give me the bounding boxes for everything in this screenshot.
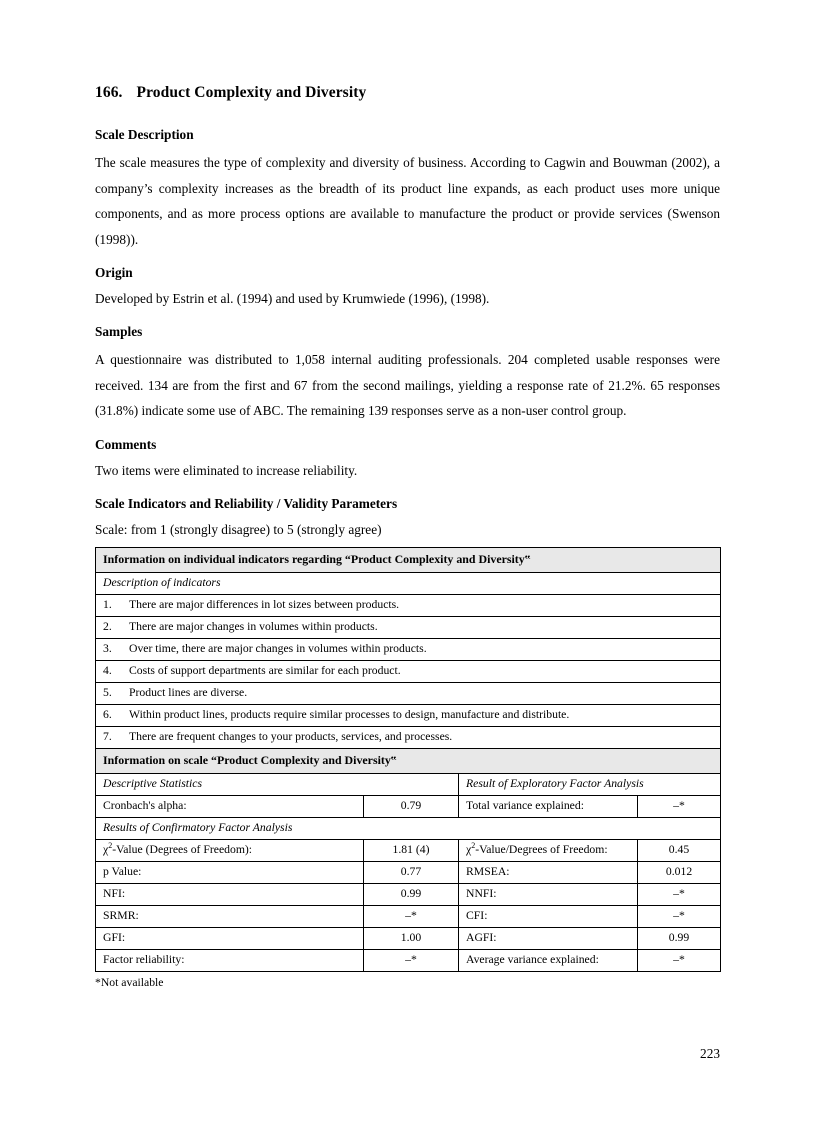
indicator-cell: [96, 594, 721, 616]
scale-indicators-table: [95, 547, 721, 972]
nfi-label: NFI:: [96, 883, 364, 905]
factor-reliability-label: Factor reliability:: [96, 949, 364, 971]
indicator-text: Over time, there are major changes in volumes within products.: [129, 642, 427, 655]
chi-glyph: χ: [466, 843, 472, 856]
table-row: [96, 795, 721, 817]
table-row: [96, 949, 721, 971]
comments-text: Two items were eliminated to increase reliability.: [95, 462, 358, 478]
total-variance-label: Total variance explained:: [459, 795, 638, 817]
indicator-text: There are frequent changes to your products, services, and processes.: [129, 730, 453, 743]
chi-square-value: 1.81 (4): [364, 839, 459, 861]
indicator-number: 6.: [103, 708, 112, 721]
gfi-label: GFI:: [96, 927, 364, 949]
table-row: [96, 883, 721, 905]
indicators-subhead-label: Description of indicators: [96, 572, 721, 594]
indicator-number: 3.: [103, 642, 112, 655]
indicator-text: Costs of support departments are similar for each product.: [129, 664, 401, 677]
chi-square-df-value: 0.45: [638, 839, 721, 861]
srmr-label: SRMR:: [96, 905, 364, 927]
scale-range-text: Scale: from 1 (strongly disagree) to 5 (strongly agree): [95, 521, 382, 537]
samples-text: A questionnaire was distributed to 1,058 internal auditing professionals. 204 completed usable responses were received. 134 are from the first and 67 from the second mailings, yielding a response rate of 21.2%. 65 responses (31.8%) indicate some use of ABC. The remaining 139 responses serve as a non-user control group.: [95, 352, 720, 418]
origin-text: Developed by Estrin et al. (1994) and used by Krumwiede (1996), (1998).: [95, 291, 490, 306]
indicator-text: There are major changes in volumes within products.: [129, 620, 378, 633]
table-band-indicators: [96, 547, 721, 572]
rmsea-value: 0.012: [638, 861, 721, 883]
nfi-value: 0.99: [364, 883, 459, 905]
indicator-number: 5.: [103, 686, 112, 699]
indicator-cell: [96, 616, 721, 638]
factor-reliability-value: –*: [364, 949, 459, 971]
table-row: [96, 660, 721, 682]
chi-square-value-label: [96, 839, 364, 861]
gfi-value: 1.00: [364, 927, 459, 949]
cfi-label: CFI:: [459, 905, 638, 927]
origin-heading: Origin: [95, 265, 133, 280]
indicator-text: Within product lines, products require similar processes to design, manufacture and distribute.: [129, 708, 570, 721]
page-content: [95, 84, 720, 990]
nnfi-value: –*: [638, 883, 721, 905]
table-row: [96, 638, 721, 660]
section-samples: [95, 324, 720, 424]
page-title-number: 166.: [95, 84, 123, 101]
nnfi-label: NNFI:: [459, 883, 638, 905]
indicators-band-label: Information on individual indicators regarding “Product Complexity and Diversity‟: [96, 547, 721, 572]
cfi-value: –*: [638, 905, 721, 927]
table-subhead-indicators: [96, 572, 721, 594]
page-title-text: Product Complexity and Diversity: [136, 84, 367, 101]
exploratory-factor-head: Result of Exploratory Factor Analysis: [459, 773, 721, 795]
p-value: 0.77: [364, 861, 459, 883]
indicator-cell: [96, 726, 721, 748]
section-scale-description: [95, 127, 720, 252]
indicator-cell: [96, 660, 721, 682]
section-origin: [95, 265, 720, 310]
cronbach-alpha-label: Cronbach's alpha:: [96, 795, 364, 817]
page-title: [95, 84, 720, 102]
page-number: 223: [700, 1046, 720, 1061]
table-footnote: *Not available: [95, 975, 164, 989]
scale-indicators-heading: Scale Indicators and Reliability / Validity Parameters: [95, 495, 398, 511]
average-variance-value: –*: [638, 949, 721, 971]
scale-description-heading: Scale Description: [95, 127, 194, 142]
indicator-number: 7.: [103, 730, 112, 743]
table-row: [96, 726, 721, 748]
confirmatory-factor-head: Results of Confirmatory Factor Analysis: [96, 817, 721, 839]
average-variance-label: Average variance explained:: [459, 949, 638, 971]
table-row: [96, 839, 721, 861]
table-row-stats-heads: [96, 773, 721, 795]
scale-band-label: Information on scale “Product Complexity and Diversity‟: [96, 748, 721, 773]
samples-heading: Samples: [95, 324, 143, 339]
rmsea-label: RMSEA:: [459, 861, 638, 883]
section-scale-indicators: [95, 496, 720, 541]
table-band-scale: [96, 748, 721, 773]
indicator-cell: [96, 638, 721, 660]
agfi-value: 0.99: [638, 927, 721, 949]
indicator-text: There are major differences in lot sizes between products.: [129, 598, 400, 611]
table-row: [96, 861, 721, 883]
chi-superscript: 2: [471, 841, 476, 851]
indicator-text: Product lines are diverse.: [129, 686, 248, 699]
section-comments: [95, 437, 720, 482]
chi-square-df-label: [459, 839, 638, 861]
chi-label-rest: -Value (Degrees of Freedom):: [112, 843, 253, 856]
total-variance-value: –*: [638, 795, 721, 817]
indicator-cell: [96, 704, 721, 726]
table-row: [96, 616, 721, 638]
indicator-number: 4.: [103, 664, 112, 677]
scale-description-text: The scale measures the type of complexity and diversity of business. According to Cagwin and Bouwman (2002), a company’s complexity increases as the breadth of its product line expands, as each product uses more unique components, and as more process options are available to manufacture the product or provide services (Swenson (1998)).: [95, 155, 720, 247]
chi-superscript: 2: [108, 841, 113, 851]
chi-df-label-rest: -Value/Degrees of Freedom:: [475, 843, 608, 856]
table-subhead-confirmatory: [96, 817, 721, 839]
table-row: [96, 927, 721, 949]
descriptive-statistics-head: Descriptive Statistics: [96, 773, 459, 795]
indicator-number: 1.: [103, 598, 112, 611]
comments-heading: Comments: [95, 436, 157, 452]
table-row: [96, 704, 721, 726]
cronbach-alpha-value: 0.79: [364, 795, 459, 817]
indicator-cell: [96, 682, 721, 704]
indicator-number: 2.: [103, 620, 112, 633]
table-row: [96, 682, 721, 704]
table-row: [96, 594, 721, 616]
chi-glyph: χ: [103, 843, 109, 856]
table-row: [96, 905, 721, 927]
srmr-value: –*: [364, 905, 459, 927]
p-value-label: p Value:: [96, 861, 364, 883]
agfi-label: AGFI:: [459, 927, 638, 949]
